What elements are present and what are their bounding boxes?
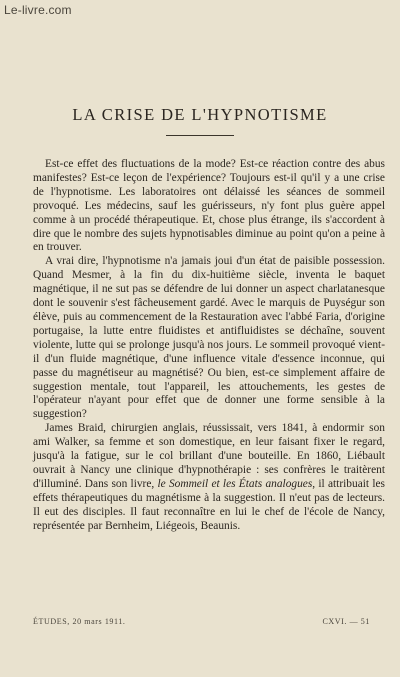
title-rule	[166, 135, 234, 136]
paragraph-3-text-after: , il attribuait les effets thérapeutiques du magnétisme à la suggestion. Il n'eut pas de lecteurs. Il eut des disciples. Il faut reconnaître en lui le chef de l'école de Nancy, représentée par Bernheim, Liégeois, Beaunis.	[33, 477, 385, 532]
page-footer	[33, 617, 370, 626]
footer-page-number: CXVI. — 51	[322, 617, 370, 626]
watermark-logo: Le-livre.com	[4, 3, 72, 17]
article-body	[33, 158, 385, 533]
book-title: le Sommeil et les États analogues	[157, 477, 313, 490]
paragraph-3	[33, 422, 385, 533]
article-title: LA CRISE DE L'HYPNOTISME	[72, 105, 328, 124]
paragraph-3-text-before: James Braid, chirurgien anglais, réussissait, vers 1841, à endormir son ami Walker, sa femme et son domestique, en leur faisant fixer le regard, jusqu'à la fatigue, sur le col brillant d'une bouteille. En 1860, Liébault ouvrait à Nancy une clinique d'hypnothérapie : ses confrères le traitèrent d'illuminé. Dans son livre,	[33, 422, 385, 490]
footer-source: ÉTUDES, 20 mars 1911.	[33, 617, 126, 626]
paragraph-2: A vrai dire, l'hypnotisme n'a jamais joui d'un état de paisible possession. Quand Mesmer, à la fin du dix-huitième siècle, inventa le baquet magnétique, il ne sut pas se défendre de lui donner un aspect charlatanesque dont le souvenir s'est fâcheusement gardé. Avec le marquis de Puységur son élève, puis au commencement de la Restauration avec l'abbé Faria, d'origine portugaise, la lutte entre fluidistes et antifluidistes se déchaîne, souvent violente, lutte qui se prolonge jusqu'à nos jours. Le sommeil provoqué vient-il d'un fluide magnétique, d'une influence vitale d'essence inconnue, qui passe du magnétiseur au magnétisé? Ou bien, est-ce simplement affaire de suggestion mentale, tout l'appareil, les attouchements, les gestes de l'opérateur n'ayant pour effet que de donner une forme sensible à la suggestion?	[33, 255, 385, 421]
paragraph-1: Est-ce effet des fluctuations de la mode? Est-ce réaction contre des abus manifestes? Est-ce leçon de l'expérience? Toujours est-il qu'il y a une crise de l'hypnotisme. Les laboratoires ont délaissé les séances de sommeil provoqué. Les médecins, sauf les guérisseurs, n'y font plus guère appel comme à un procédé thérapeutique. Et, chose plus étrange, ils s'accordent à dire que le nombre des sujets hypnotisables diminue au point qu'on a peine à en trouver.	[33, 158, 385, 254]
